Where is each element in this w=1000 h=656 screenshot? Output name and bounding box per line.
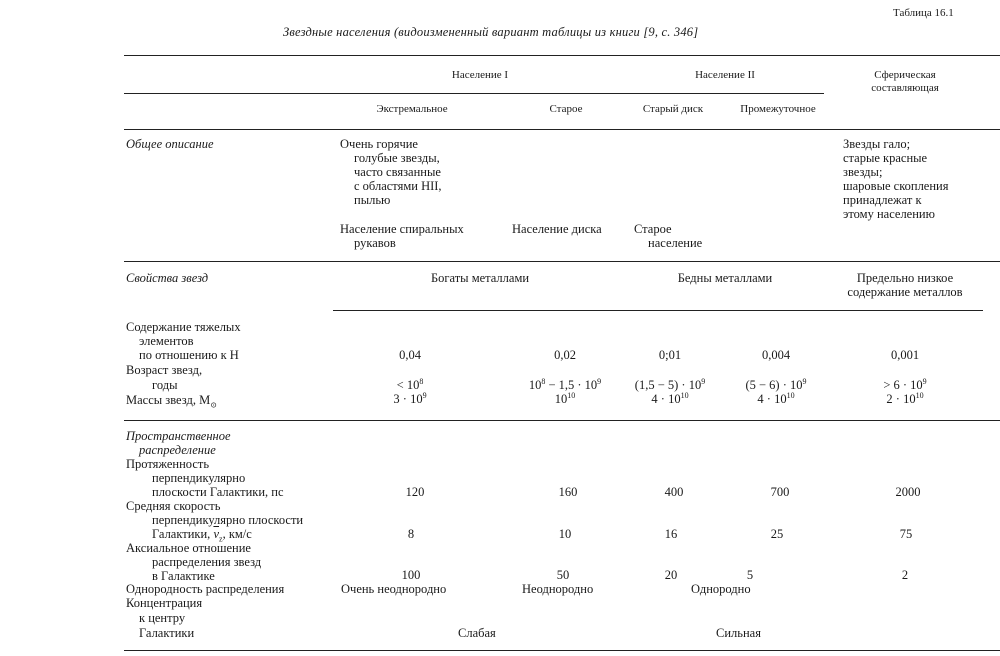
general-extreme-l1: голубые звезды, <box>354 151 440 165</box>
axial-label-l1: распределения звезд <box>152 555 262 569</box>
general-old-l0: Старое <box>634 222 672 236</box>
properties-poor: Бедны металлами <box>677 271 773 285</box>
mass-value: $4 \cdot 10^{10}$ <box>757 390 795 406</box>
concentration-label-l1: к центру <box>139 611 186 625</box>
concentration-label-l2: Галактики <box>139 626 195 640</box>
age-value: $10^8 - 1,5 \cdot 10^9$ <box>528 376 602 392</box>
general-title: Общее описание <box>126 137 214 151</box>
axial-value: 20 <box>664 568 678 582</box>
axial-value: 50 <box>556 568 570 582</box>
concentration-strong: Сильная <box>716 626 761 640</box>
general-spherical-l2: звезды; <box>843 165 883 179</box>
extent-value: 400 <box>664 485 684 499</box>
table-caption: Звездные населения (видоизмененный вариант таблицы из книги [9, с. 346] <box>283 25 699 39</box>
general-extreme-l2: часто связанные <box>354 165 441 179</box>
properties-rich: Богаты металлами <box>430 271 530 285</box>
heavy-value: 0;01 <box>658 348 682 362</box>
age-value: > $6 \cdot 10^9$ <box>883 376 927 392</box>
extent-label-l1: перпендикулярно <box>152 471 246 485</box>
axial-value: 2 <box>901 568 909 582</box>
heavy-value: 0,04 <box>399 348 421 362</box>
concentration-label-l0: Концентрация <box>126 596 203 610</box>
properties-spherical-l0: Предельно низкое <box>856 271 954 285</box>
header-spherical-line1: Сферическая <box>874 69 936 81</box>
general-spherical-l0: Звезды гало; <box>843 137 911 151</box>
mass-value: $10^{10}$ <box>554 390 576 406</box>
extent-label-l0: Протяженность <box>126 457 210 471</box>
heavy-value: 0,004 <box>761 348 791 362</box>
general-spiral-l1: рукавов <box>354 236 396 250</box>
table-number: Таблица 16.1 <box>893 7 954 19</box>
axial-label-l2: в Галактике <box>152 569 215 583</box>
header-spherical-line2: составляющая <box>871 82 939 94</box>
velocity-value: 16 <box>664 527 678 541</box>
spatial-title-l1: распределение <box>139 443 216 457</box>
header-extreme: Экстремальное <box>376 103 448 115</box>
header-old: Старое <box>549 103 583 115</box>
age-label-l1: годы <box>152 378 178 392</box>
age-label-l0: Возраст звезд, <box>126 363 203 377</box>
mass-value: $4 \cdot 10^{10}$ <box>651 390 689 406</box>
uniformity-value: Неоднородно <box>522 582 594 596</box>
header-population-2: Население II <box>695 69 755 81</box>
general-spherical-l4: принадлежат к <box>843 193 922 207</box>
heavy-label-l0: Содержание тяжелых <box>126 320 241 334</box>
velocity-label-l0: Средняя скорость <box>126 499 221 513</box>
header-old-disk: Старый диск <box>642 103 704 115</box>
general-spherical-l3: шаровые скопления <box>843 179 949 193</box>
heavy-label-l1: элементов <box>139 334 194 348</box>
uniformity-label: Однородность распределения <box>126 582 285 596</box>
general-extreme-l4: пылью <box>354 193 391 207</box>
general-spherical-l5: этому населению <box>843 207 935 221</box>
spatial-title-l0: Пространственное <box>126 429 231 443</box>
bottom-rule <box>124 650 1000 651</box>
axial-value: 100 <box>401 568 421 582</box>
extent-value: 160 <box>558 485 578 499</box>
heavy-value: 0,02 <box>554 348 576 362</box>
general-extreme-l3: с областями НII, <box>354 179 442 193</box>
top-rule <box>124 55 1000 56</box>
heavy-label-l2: по отношению к Н <box>139 348 239 362</box>
extent-value: 120 <box>405 485 425 499</box>
uniformity-value: Очень неоднородно <box>341 582 447 596</box>
mass-label: Массы звезд, $M_⊙$ <box>126 393 217 410</box>
general-extreme-l0: Очень горячие <box>340 137 418 151</box>
age-value: $(5 - 6) \cdot 10^9$ <box>745 376 807 392</box>
axial-value: 5 <box>746 568 754 582</box>
velocity-value: 10 <box>558 527 572 541</box>
velocity-label-l2: Галактики, $\overline{v}_z$, км/с <box>152 527 252 544</box>
general-bottom-rule <box>124 261 1000 262</box>
header-mid-rule <box>124 93 824 94</box>
concentration-weak: Слабая <box>458 626 496 640</box>
general-spiral-l0: Население спиральных <box>340 222 464 236</box>
header-population-1: Население I <box>451 69 509 81</box>
uniformity-value: Однородно <box>691 582 751 596</box>
properties-title: Свойства звезд <box>126 271 209 285</box>
properties-bottom-rule <box>124 420 1000 421</box>
general-disk: Население диска <box>512 222 602 236</box>
header-bottom-rule <box>124 129 1000 130</box>
header-intermediate: Промежуточное <box>740 103 816 115</box>
velocity-label-l1: перпендикулярно плоскости <box>152 513 304 527</box>
velocity-value: 25 <box>770 527 784 541</box>
general-old-l1: население <box>648 236 703 250</box>
axial-label-l0: Аксиальное отношение <box>126 541 251 555</box>
mass-value: $2 \cdot 10^{10}$ <box>886 390 924 406</box>
extent-label-l2: плоскости Галактики, пс <box>152 485 284 499</box>
age-value: $(1,5 - 5) \cdot 10^9$ <box>634 376 706 392</box>
properties-rule <box>333 310 983 311</box>
properties-spherical-l1: содержание металлов <box>847 285 963 299</box>
mass-value: $3 \cdot 10^9$ <box>393 390 427 406</box>
heavy-value: 0,001 <box>890 348 920 362</box>
general-spherical-l1: старые красные <box>843 151 928 165</box>
extent-value: 700 <box>770 485 790 499</box>
velocity-value: 75 <box>899 527 913 541</box>
age-value: < $10^8$ <box>396 376 424 392</box>
velocity-value: 8 <box>407 527 415 541</box>
extent-value: 2000 <box>895 485 921 499</box>
